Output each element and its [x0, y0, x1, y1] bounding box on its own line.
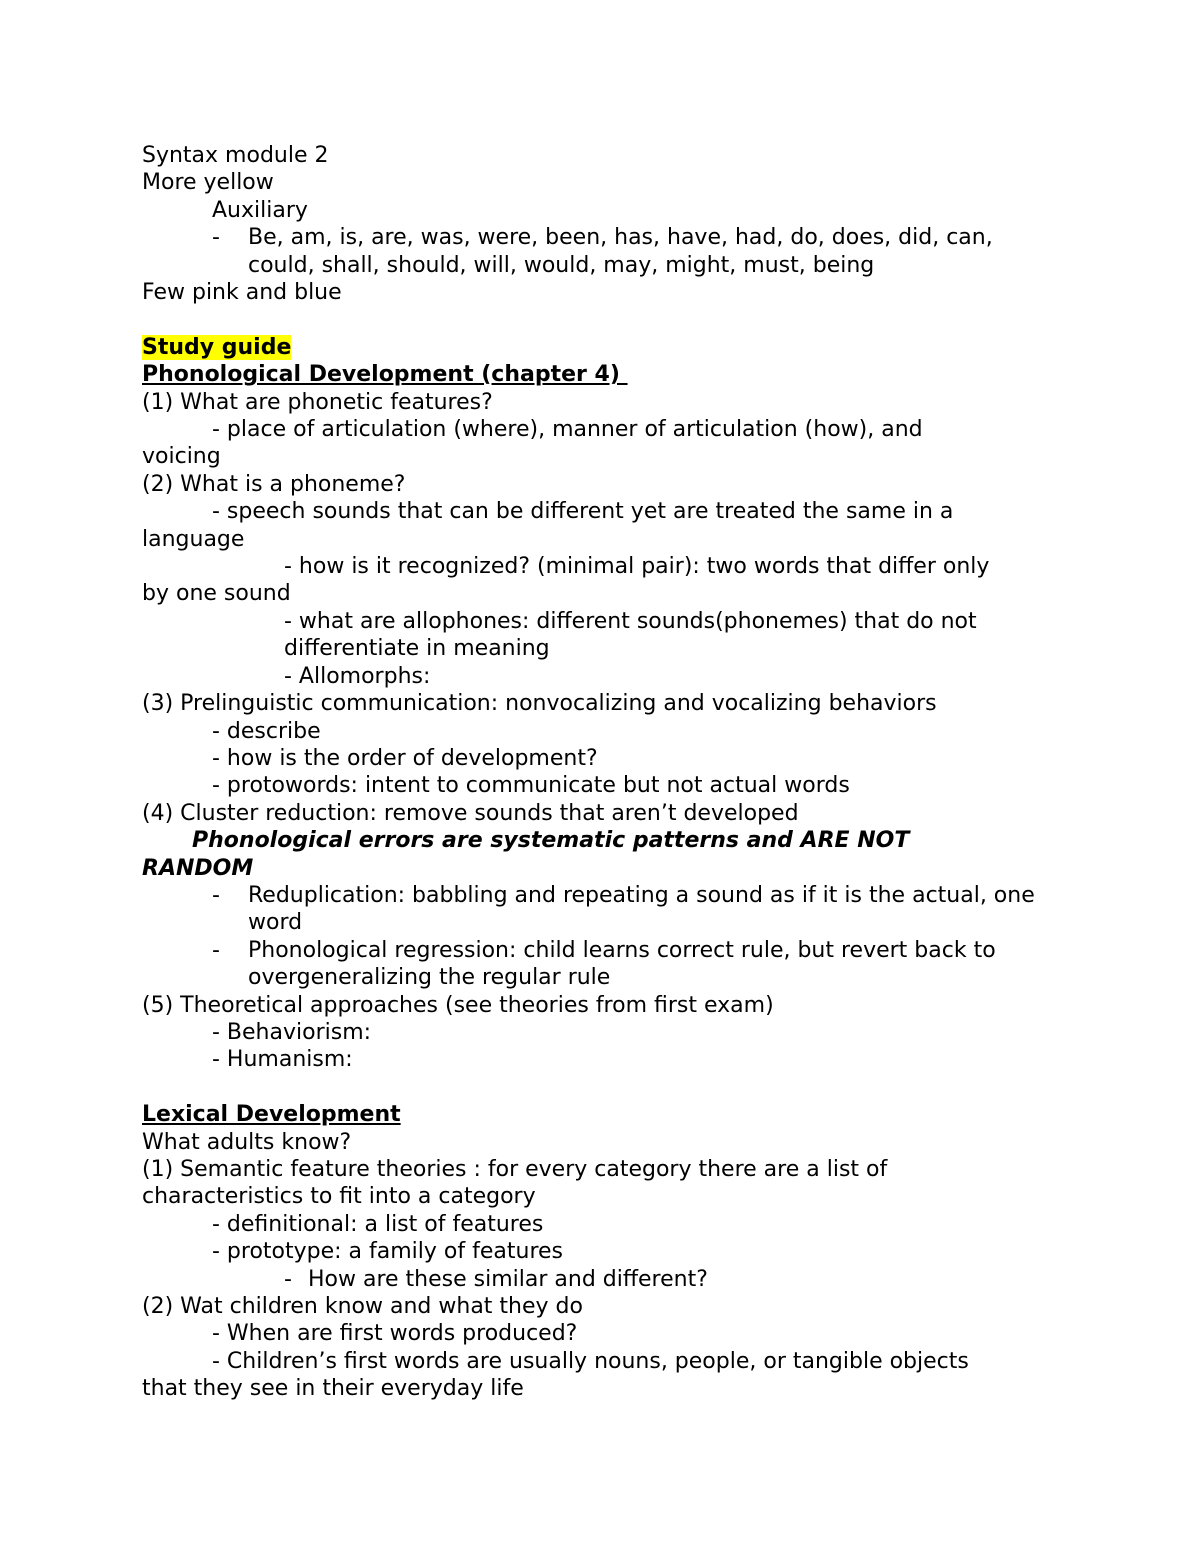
phon-q3-protowords: - protowords: intent to communicate but not actual words — [212, 773, 850, 799]
phon-q5-humanism: - Humanism: — [212, 1047, 353, 1073]
few-pink-blue-line: Few pink and blue — [142, 280, 342, 306]
phon-q2-minimal-pair-cont: by one sound — [142, 581, 291, 607]
lex-q2-first-words: - When are first words produced? — [212, 1321, 578, 1347]
phon-q2-allophones-cont: differentiate in meaning — [284, 636, 550, 662]
phon-q1-answer: - place of articulation (where), manner of articulation (how), and — [212, 417, 923, 443]
study-guide-heading — [142, 334, 1052, 361]
auxiliary-label: Auxiliary — [212, 197, 308, 223]
lex-q1-similar-item — [142, 1266, 1052, 1293]
auxiliary-verbs: Be, am, is, are, was, were, been, has, have, had, do, does, did, can, could, shall, should, will, would, may, might, must, being — [248, 225, 993, 278]
phon-q2: (2) What is a phoneme? — [142, 471, 406, 497]
phonological-heading: Phonological Development (chapter 4) — [142, 362, 628, 388]
lex-q1-prototype: - prototype: a family of features — [212, 1239, 564, 1265]
phon-q2-minimal-pair: - how is it recognized? (minimal pair): two words that differ only — [284, 554, 990, 580]
lex-q1-cont: characteristics to fit into a category — [142, 1184, 536, 1210]
lex-q1-similar-text: How are these similar and different? — [308, 1266, 708, 1292]
phon-q1-answer-cont: voicing — [142, 444, 221, 470]
phon-q5-behaviorism: - Behaviorism: — [212, 1019, 372, 1045]
phon-q2-answer-cont: language — [142, 526, 245, 552]
lex-q1-definitional: - definitional: a list of features — [212, 1211, 544, 1237]
lex-q2-nouns-cont: that they see in their everyday life — [142, 1376, 524, 1402]
phon-q2-allophones: - what are allophones: different sounds(phonemes) that do not — [284, 608, 977, 634]
phon-emphasis-line-2: RANDOM — [142, 855, 254, 881]
phon-q3: (3) Prelinguistic communication: nonvocalizing and vocalizing behaviors — [142, 691, 937, 717]
regression-item — [142, 937, 1052, 992]
regression-text: Phonological regression: child learns correct rule, but revert back to overgeneralizing the regular rule — [248, 937, 996, 991]
phon-q3-describe: - describe — [212, 718, 321, 744]
phon-q3-order: - how is the order of development? — [212, 745, 598, 771]
bullet-dash: - — [284, 1266, 292, 1292]
phon-q2-allomorphs: - Allomorphs: — [284, 663, 431, 689]
lex-q2: (2) Wat children know and what they do — [142, 1294, 583, 1320]
blank-line — [142, 1074, 1052, 1101]
lexical-heading: Lexical Development — [142, 1102, 401, 1128]
syntax-title: Syntax module 2 — [142, 143, 329, 168]
phon-q1: (1) What are phonetic features? — [142, 389, 493, 415]
lex-q2-nouns: - Children’s first words are usually nouns, people, or tangible objects — [212, 1348, 969, 1374]
more-yellow-line: More yellow — [142, 170, 274, 196]
study-guide-highlight: Study guide — [142, 334, 292, 360]
bullet-dash: - — [212, 937, 220, 963]
phon-emphasis-line-1: Phonological errors are systematic patterns and ARE NOT — [192, 828, 910, 854]
phon-q4: (4) Cluster reduction: remove sounds that aren’t developed — [142, 800, 799, 826]
reduplication-text: Reduplication: babbling and repeating a sound as if it is the actual, one word — [248, 882, 1035, 936]
lex-q1: (1) Semantic feature theories : for every category there are a list of — [142, 1157, 888, 1182]
auxiliary-list-item — [142, 224, 1052, 279]
document-body — [142, 142, 1052, 1403]
phon-q2-answer: - speech sounds that can be different yet are treated the same in a — [212, 499, 954, 525]
blank-line — [142, 306, 1052, 333]
reduplication-item — [142, 882, 1052, 937]
phon-q5: (5) Theoretical approaches (see theories from first exam) — [142, 992, 774, 1018]
bullet-dash: - — [212, 225, 220, 251]
lex-intro: What adults know? — [142, 1129, 352, 1155]
bullet-dash: - — [212, 882, 220, 908]
